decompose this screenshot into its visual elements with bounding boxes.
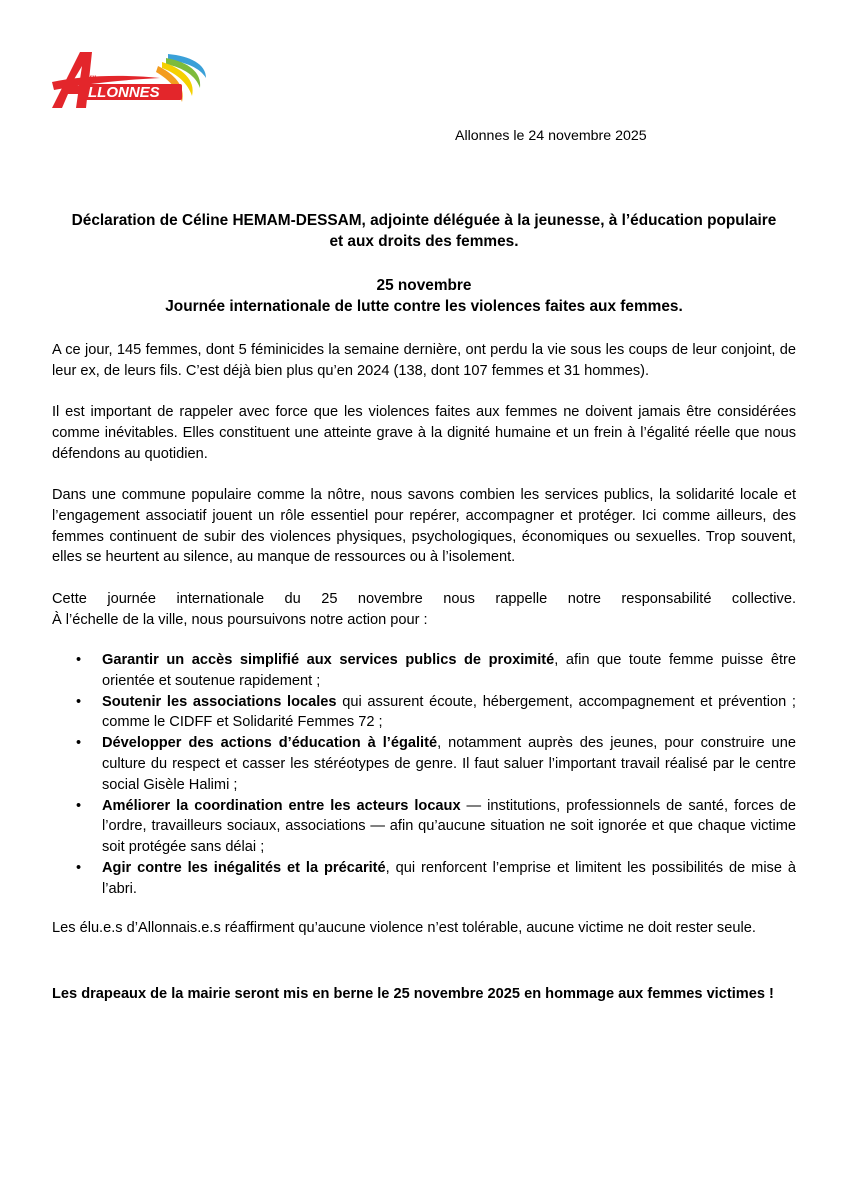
list-item xyxy=(52,650,796,692)
list-item xyxy=(52,796,796,858)
paragraph-reaffirm: Les élu.e.s d’Allonnais.e.s réaffirment qu’aucune violence n’est tolérable, aucune victime ne doit rester seule. xyxy=(52,920,756,936)
action-list xyxy=(52,650,796,900)
logo-small-label: Ville xyxy=(87,76,100,82)
closing-statement: Les drapeaux de la mairie seront mis en berne le 25 novembre 2025 en hommage aux femmes victimes ! xyxy=(52,986,774,1002)
paragraph-statistics: A ce jour, 145 femmes, dont 5 féminicides la semaine dernière, ont perdu la vie sous les coups de leur conjoint, de leur ex, de leurs fils. C’est déjà bien plus qu’en 2024 (138, dont 107 femmes et 31 hommes). xyxy=(52,342,796,379)
list-item xyxy=(52,858,796,900)
date-line: Allonnes le 24 novembre 2025 xyxy=(455,128,647,144)
declaration-title-line2: et aux droits des femmes. xyxy=(329,233,519,250)
list-item-text: , notamment auprès des jeunes, pour construire une culture du respect et casser les stéréotypes de genre. Il faut saluer l’important travail réalisé par le centre social Gisèle Halimi ; xyxy=(102,735,796,793)
allonnes-logo-graphic xyxy=(50,50,210,110)
list-item-text: , afin que toute femme puisse être orientée et soutenue rapidement ; xyxy=(102,652,797,689)
list-item-bold: Soutenir les associations locales xyxy=(102,693,337,710)
list-item-text: qui assurent écoute, hébergement, accompagnement et prévention ; comme le CIDFF et Solidarité Femmes 72 ; xyxy=(102,693,796,731)
declaration-title xyxy=(52,210,796,252)
paragraph-commune: Dans une commune populaire comme la nôtre, nous savons combien les services publics, la solidarité locale et l’engagement associatif jouent un rôle essentiel pour repérer, accompagner et protéger. Ici comme ailleurs, des femmes continuent de subir des violences physiques, psychologiques, économiques ou sexuelles. Trop souvent, elles se heurtent au silence, au manque de ressources ou à l’isolement. xyxy=(52,487,796,566)
declaration-title-line1: Déclaration de Céline HEMAM-DESSAM, adjointe déléguée à la jeunesse, à l’éducation populaire xyxy=(71,212,777,229)
list-item xyxy=(52,692,796,734)
bullet-icon: • xyxy=(76,693,82,710)
bullet-icon: • xyxy=(76,652,82,668)
logo-name: LLONNES xyxy=(88,84,160,101)
list-item-bold: Garantir un accès simplifié aux services publics de proximité xyxy=(102,652,555,668)
paragraph-responsibility xyxy=(52,589,796,631)
bullet-icon: • xyxy=(76,735,82,752)
list-item-bold: Améliorer la coordination entre les acteurs locaux xyxy=(102,797,461,814)
allonnes-logo xyxy=(50,50,210,110)
responsibility-line1: Cette journée internationale du 25 novembre nous rappelle notre responsabilité collective. xyxy=(52,591,796,607)
paragraph-reminder: Il est important de rappeler avec force que les violences faites aux femmes ne doivent jamais être considérées comme inévitables. Elles constituent une atteinte grave à la dignité humaine et un frein à l’égalité réelle que nous défendons au quotidien. xyxy=(52,404,796,462)
bullet-icon: • xyxy=(76,859,82,876)
list-item xyxy=(52,733,796,795)
list-item-text: , qui renforcent l’emprise et limitent les possibilités de mise à l’abri. xyxy=(102,859,797,897)
list-item-bold: Agir contre les inégalités et la précarité xyxy=(102,859,386,876)
responsibility-line2: À l’échelle de la ville, nous poursuivons notre action pour : xyxy=(52,611,428,628)
event-date: 25 novembre xyxy=(376,277,472,294)
list-item-text: — institutions, professionnels de santé, forces de l’ordre, travailleurs sociaux, associations — afin qu’aucune situation ne soit ignorée et que chaque victime soit protégée sans délai ; xyxy=(102,797,797,856)
bullet-icon: • xyxy=(76,797,82,814)
list-item-bold: Développer des actions d’éducation à l’égalité xyxy=(102,735,438,752)
event-name: Journée internationale de lutte contre les violences faites aux femmes. xyxy=(165,298,683,315)
event-title xyxy=(52,275,796,317)
